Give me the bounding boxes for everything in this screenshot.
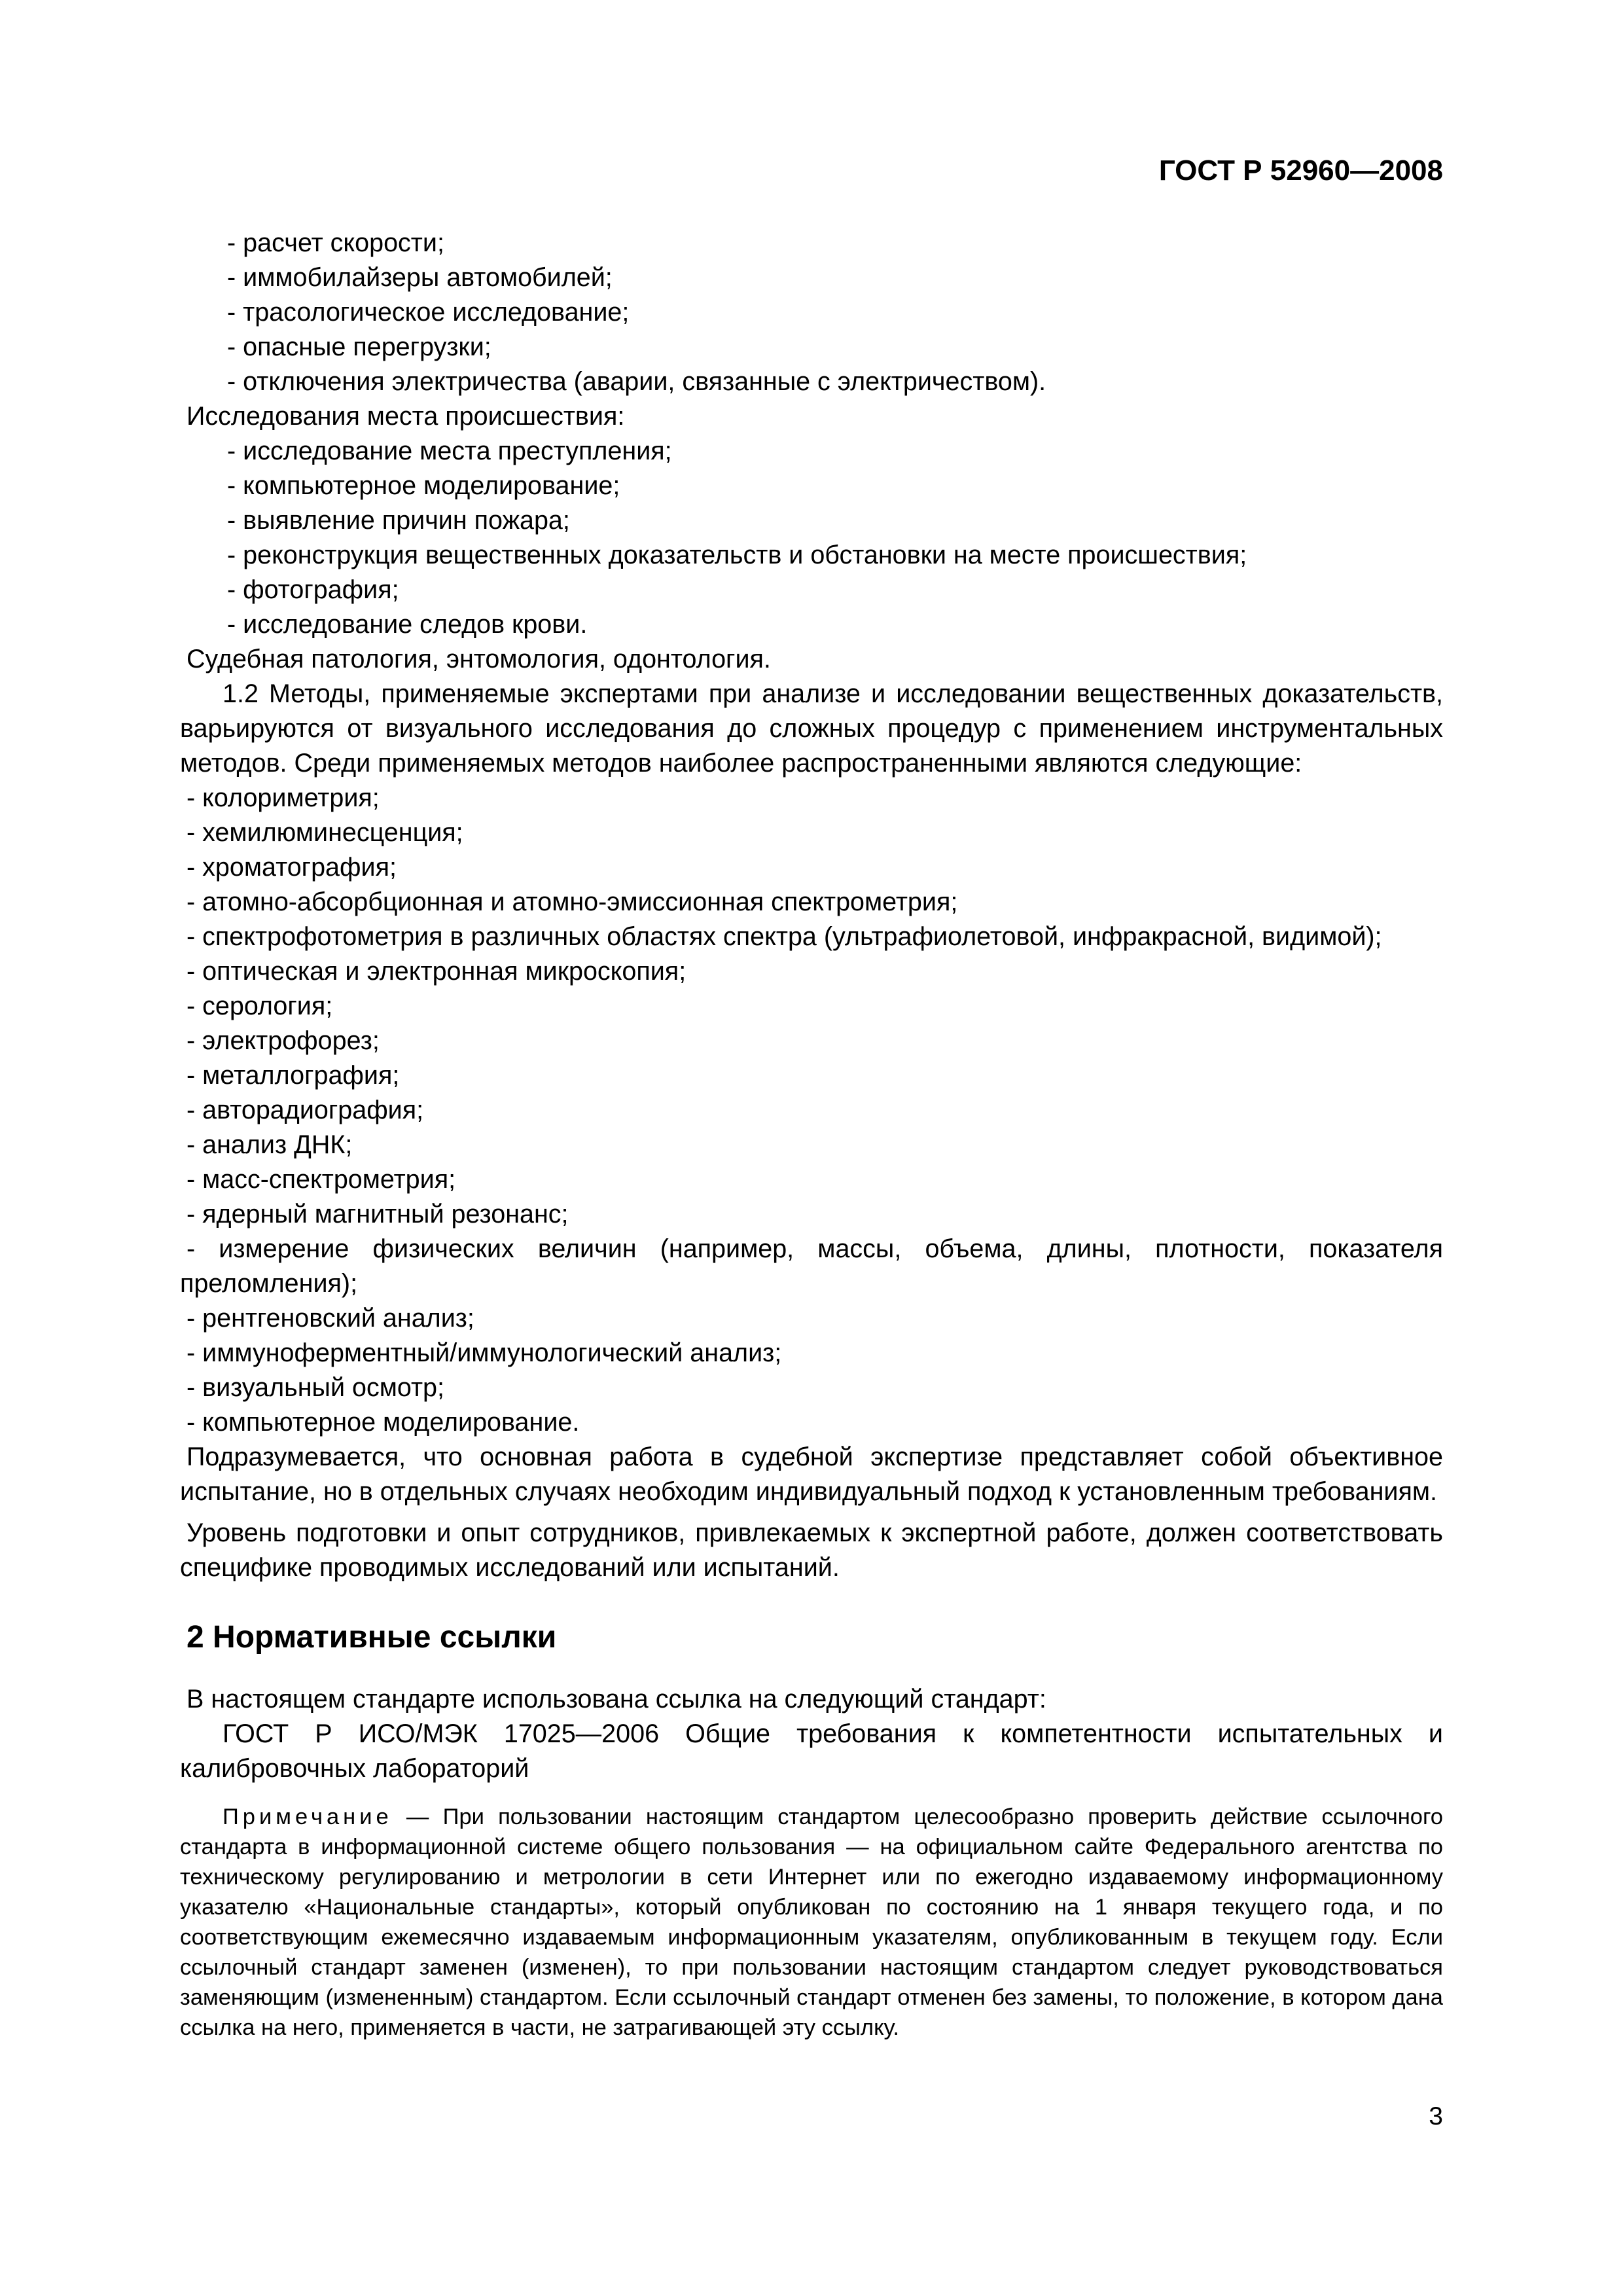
forensic-line: Судебная патология, энтомология, одонтология. [187, 645, 771, 673]
list-item: - оптическая и электронная микроскопия; [187, 957, 687, 986]
list-item: - металлография; [187, 1061, 400, 1090]
list-item: - иммуноферментный/иммунологический анализ; [187, 1338, 782, 1367]
list-a [180, 226, 1443, 399]
page-content [180, 226, 1443, 2043]
list-item: - масс-спектрометрия; [187, 1165, 456, 1194]
list-item: - колориметрия; [187, 783, 380, 812]
page-number: 3 [1429, 2102, 1443, 2130]
note-text: — При пользовании настоящим стандартом целесообразно проверить действие ссылочного стандарта в информационной системе общего пользования — на официальном сайте Федерального агентства по техническому регулированию и метрологии в сети Интернет или по ежегодно издаваемому информационному указателю «Национальные стандарты», который опубликован по состоянию на 1 января текущего года, и по соответствующим ежемесячно издаваемым информационным указателям, опубликованным в текущем году. Если ссылочный стандарт заменен (изменен), то при пользовании настоящим стандартом следует руководствоваться заменяющим (измененным) стандартом. Если ссылочный стандарт отменен без замены, то положение, в котором дана ссылка на него, применяется в части, не затрагивающей эту ссылку. [180, 1804, 1443, 2040]
list-item: - компьютерное моделирование. [187, 1408, 580, 1437]
list-item: - исследование места преступления; [227, 437, 672, 465]
list-item: - серология; [187, 992, 333, 1020]
list-item: - рентгеновский анализ; [187, 1304, 474, 1333]
list-item: - анализ ДНК; [187, 1130, 353, 1159]
section-2-reference: ГОСТ Р ИСО/МЭК 17025—2006 Общие требования к компетентности испытательных и калибровочных лабораторий [180, 1719, 1443, 1783]
document-code: ГОСТ Р 52960—2008 [1158, 154, 1443, 187]
section-2-intro: В настоящем стандарте использована ссылка на следующий стандарт: [187, 1685, 1046, 1713]
list-item: - фотография; [227, 575, 399, 604]
list-item: - отключения электричества (аварии, связанные с электричеством). [227, 367, 1046, 396]
list-b [180, 434, 1443, 642]
paragraph-1-2: 1.2 Методы, применяемые экспертами при анализе и исследовании вещественных доказательств, варьируются от визуального исследования до сложных процедур с применением инструментальных методов. Среди применяемых методов наиболее распространенными являются следующие: [180, 679, 1443, 778]
scene-heading: Исследования места происшествия: [187, 402, 625, 431]
list-item: - авторадиография; [187, 1096, 424, 1124]
paragraph-implied: Подразумевается, что основная работа в судебной экспертизе представляет собой объективное испытание, но в отдельных случаях необходим индивидуальный подход к установленным требованиям. [180, 1443, 1443, 1506]
list-item: - атомно-абсорбционная и атомно-эмиссионная спектрометрия; [187, 888, 958, 916]
note-label: Примечание [223, 1804, 393, 1829]
note [180, 1802, 1443, 2043]
list-item: - трасологическое исследование; [227, 298, 630, 327]
methods-list [180, 781, 1443, 1440]
list-item: - хроматография; [187, 853, 397, 882]
list-item: - исследование следов крови. [227, 610, 588, 639]
list-item: - реконструкция вещественных доказательств и обстановки на месте происшествия; [227, 541, 1247, 569]
list-item: - электрофорез; [187, 1026, 380, 1055]
list-item: - иммобилайзеры автомобилей; [227, 263, 613, 292]
list-item: - компьютерное моделирование; [227, 471, 620, 500]
list-item: - опасные перегрузки; [227, 332, 491, 361]
section-2-title: 2 Нормативные ссылки [187, 1620, 557, 1655]
list-item: - спектрофотометрия в различных областях спектра (ультрафиолетовой, инфракрасной, видимой); [187, 922, 1382, 951]
list-item: - хемилюминесценция; [187, 818, 463, 847]
list-item: - расчет скорости; [227, 228, 444, 257]
paragraph-staff: Уровень подготовки и опыт сотрудников, привлекаемых к экспертной работе, должен соответствовать специфике проводимых исследований или испытаний. [180, 1518, 1443, 1582]
list-item: - измерение физических величин (например, массы, объема, длины, плотности, показателя преломления); [180, 1234, 1443, 1298]
list-item: - визуальный осмотр; [187, 1373, 444, 1402]
list-item: - ядерный магнитный резонанс; [187, 1200, 569, 1229]
list-item: - выявление причин пожара; [227, 506, 570, 535]
